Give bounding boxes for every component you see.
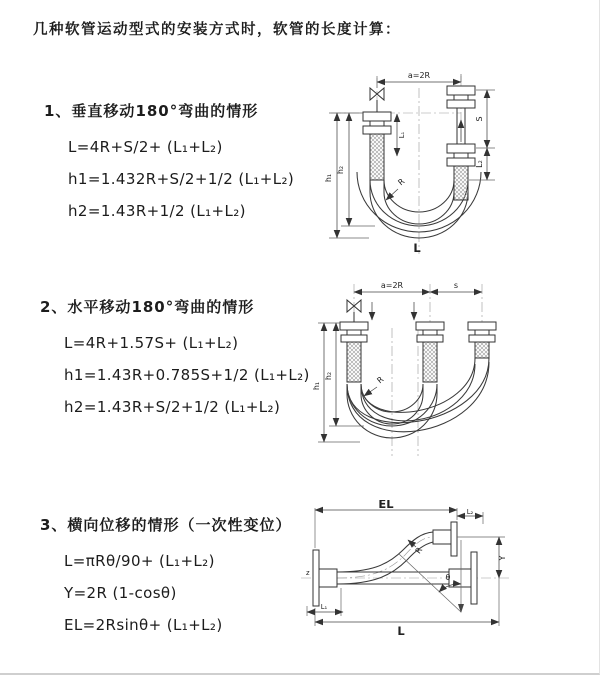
section-1-formula-l: L=4R+S/2+ (L₁+L₂) (68, 138, 223, 156)
dim-label-r: R (413, 545, 425, 556)
section-2-heading: 2、水平移动180°弯曲的情形 (40, 298, 255, 316)
diagram-horizontal-180-bend (302, 276, 594, 464)
dim-label-l: L (397, 624, 405, 638)
dim-label-h2: h₂ (336, 165, 345, 175)
moving-end-fitting-start (416, 322, 444, 382)
dim-label-a2r: a=2R (380, 281, 404, 290)
dim-label-l: L (413, 241, 421, 255)
section-3-formula-l: L=πRθ/90+ (L₁+L₂) (64, 552, 215, 570)
section-2-formula-l: L=4R+1.57S+ (L₁+L₂) (64, 334, 239, 352)
dim-label-el: EL (378, 500, 394, 511)
section-2-formula-h1: h1=1.43R+0.785S+1/2 (L₁+L₂) (64, 366, 310, 384)
page-title: 几种软管运动型式的安装方式时，软管的长度计算： (33, 22, 401, 38)
dimension-lines (312, 281, 482, 442)
centerline-z-mark: z (306, 569, 310, 577)
section-3-formula-el: EL=2Rsinθ+ (L₁+L₂) (64, 616, 223, 634)
diagram-vertical-180-bend (311, 66, 593, 260)
section-1-heading: 1、垂直移动180°弯曲的情形 (44, 102, 259, 120)
dim-label-y: Y (498, 555, 507, 561)
angle-label-theta: θ (445, 573, 451, 582)
fixed-end-fitting (340, 322, 368, 382)
fixed-end-fitting (363, 112, 391, 180)
dim-label-l2: L₂ (475, 160, 484, 168)
dim-label-s: s (453, 281, 459, 290)
centerlines (331, 76, 461, 254)
dim-label-r: R (396, 176, 407, 188)
dim-label-l1: L₁ (398, 131, 406, 139)
dim-label-l1: L₁ (320, 603, 328, 611)
dim-label-s: S (475, 116, 484, 122)
dim-label-a2r: a=2R (407, 71, 431, 80)
dim-label-r: R (375, 374, 386, 386)
section-1-formula-h1: h1=1.432R+S/2+1/2 (L₁+L₂) (68, 170, 295, 188)
section-3-formula-y: Y=2R (1-cosθ) (64, 584, 177, 602)
diagram-lateral-offset (299, 500, 596, 657)
dim-label-h1: h₁ (324, 173, 333, 183)
fixed-end-flange (313, 550, 337, 606)
dim-label-h2: h₂ (324, 371, 333, 381)
section-vertical-180 (44, 100, 294, 227)
section-horizontal-180 (40, 296, 310, 423)
hose-displaced-position (337, 532, 433, 584)
section-3-heading: 3、横向位移的情形（一次性变位） (40, 516, 292, 534)
original-end-flange (449, 552, 477, 604)
moving-end-fitting-displaced (468, 322, 496, 358)
section-1-formula-h2: h2=1.43R+1/2 (L₁+L₂) (68, 202, 246, 220)
section-2-formula-h2: h2=1.43R+S/2+1/2 (L₁+L₂) (64, 398, 281, 416)
section-lateral-offset (40, 514, 291, 641)
displaced-end-flange (433, 522, 457, 556)
dim-label-l2: L₂ (466, 508, 474, 516)
dim-label-h1: h₁ (312, 381, 321, 391)
